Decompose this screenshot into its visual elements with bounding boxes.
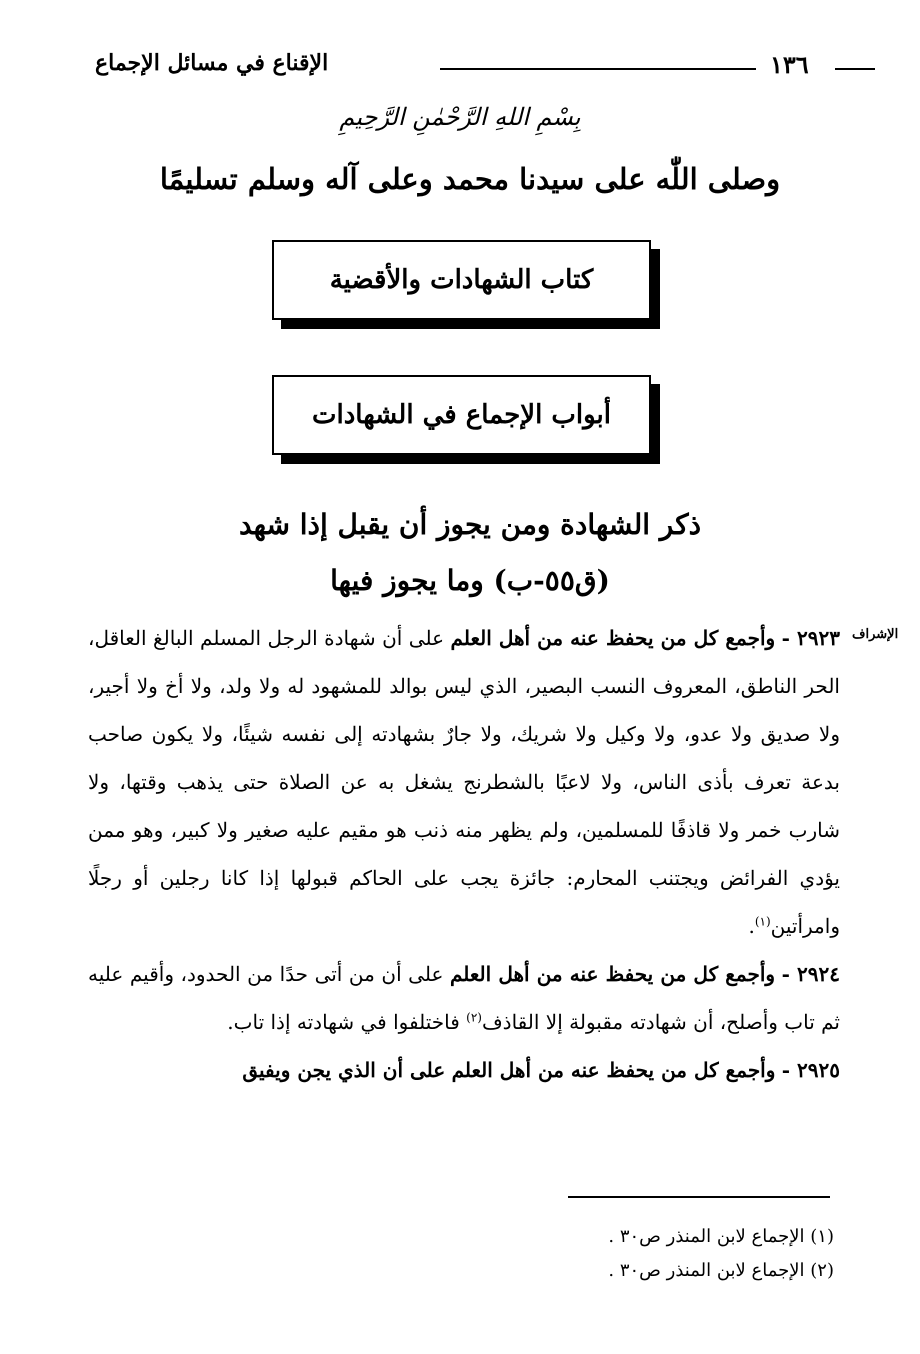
section-title-line2: (ق٥٥-ب) وما يجوز فيها (330, 564, 610, 597)
paragraph-lead: وأجمع كل من يحفظ عنه من أهل العلم (449, 962, 776, 986)
paragraph (88, 1046, 840, 1094)
paragraph-text: على أن من أتى حدًا من الحدود، وأقيم عليه ثم تاب وأصلح، أن شهادته مقبولة إلا القاذف (88, 962, 840, 1034)
paragraph-text: على أن شهادة الرجل المسلم البالغ العاقل، الحر الناطق، المعروف النسب البصير، الذي ليس بوالد للمشهود له ولا ولد، ولا أخ ولا أجير، ولا صديق ولا عدو، ولا وكيل ولا شريك، ولا جارٌ بشهادته إلى نفسه شيئًا، ولا يكون صاحب بدعة تعرف بأذى الناس، ولا لاعبًا بالشطرنج يشغل به عن الصلاة حتى يذهب وقتها، ولا شارب خمر ولا قاذفًا للمسلمين، ولم يظهر منه ذنب هو مقيم عليه صغير ولا كبير، وهو ممن يؤدي الفرائض ويجتنب المحارم: جائزة يجب على الحاكم قبولها إذا كانا رجلين أو رجلًا وامرأتين (88, 626, 840, 938)
issue-number: ٢٩٢٣ - (781, 626, 841, 650)
issue-number: ٢٩٢٥ - (781, 1058, 840, 1082)
footnote-ref: (٢) (466, 1010, 482, 1025)
paragraph (88, 950, 840, 1046)
footnote-ref: (١) (754, 914, 771, 929)
paragraph-tail: . (748, 914, 755, 938)
issue-number: ٢٩٢٤ - (781, 962, 841, 986)
paragraph-text: على أن الذي يجن ويفيق (242, 1058, 446, 1082)
paragraph-lead: وأجمع كل من يحفظ عنه من أهل العلم (451, 1058, 776, 1082)
paragraph (88, 614, 840, 950)
paragraph-tail: فاختلفوا في شهادته إذا تاب. (227, 1010, 467, 1034)
footnote-separator (568, 1196, 830, 1198)
basmala: بِسْمِ اللهِ الرَّحْمٰنِ الرَّحِيمِ (339, 103, 581, 131)
body-text (88, 614, 840, 1094)
book-heading: كتاب الشهادات والأقضية (329, 265, 594, 295)
book-title-box (272, 240, 651, 320)
margin-source-note: الإشراف (852, 627, 899, 642)
footnotes (420, 1220, 834, 1288)
paragraph-lead: وأجمع كل من يحفظ عنه من أهل العلم (450, 626, 776, 650)
header-rule (440, 68, 756, 70)
footnote: (١) الإجماع لابن المنذر ص٣٠ . (608, 1226, 834, 1247)
page-number: ١٣٦ (770, 50, 809, 79)
chapter-title-box (272, 375, 651, 455)
salat-line: وصلى اللّٰه على سيدنا محمد وعلى آله وسلم تسليمًا (159, 162, 781, 196)
section-title-line1: ذكر الشهادة ومن يجوز أن يقبل إذا شهد (238, 508, 702, 541)
running-header (95, 50, 840, 84)
book-title: الإقناع في مسائل الإجماع (95, 50, 329, 76)
footnote: (٢) الإجماع لابن المنذر ص٣٠ . (608, 1260, 834, 1281)
chapter-heading: أبواب الإجماع في الشهادات (312, 400, 611, 430)
header-dash (835, 68, 875, 70)
